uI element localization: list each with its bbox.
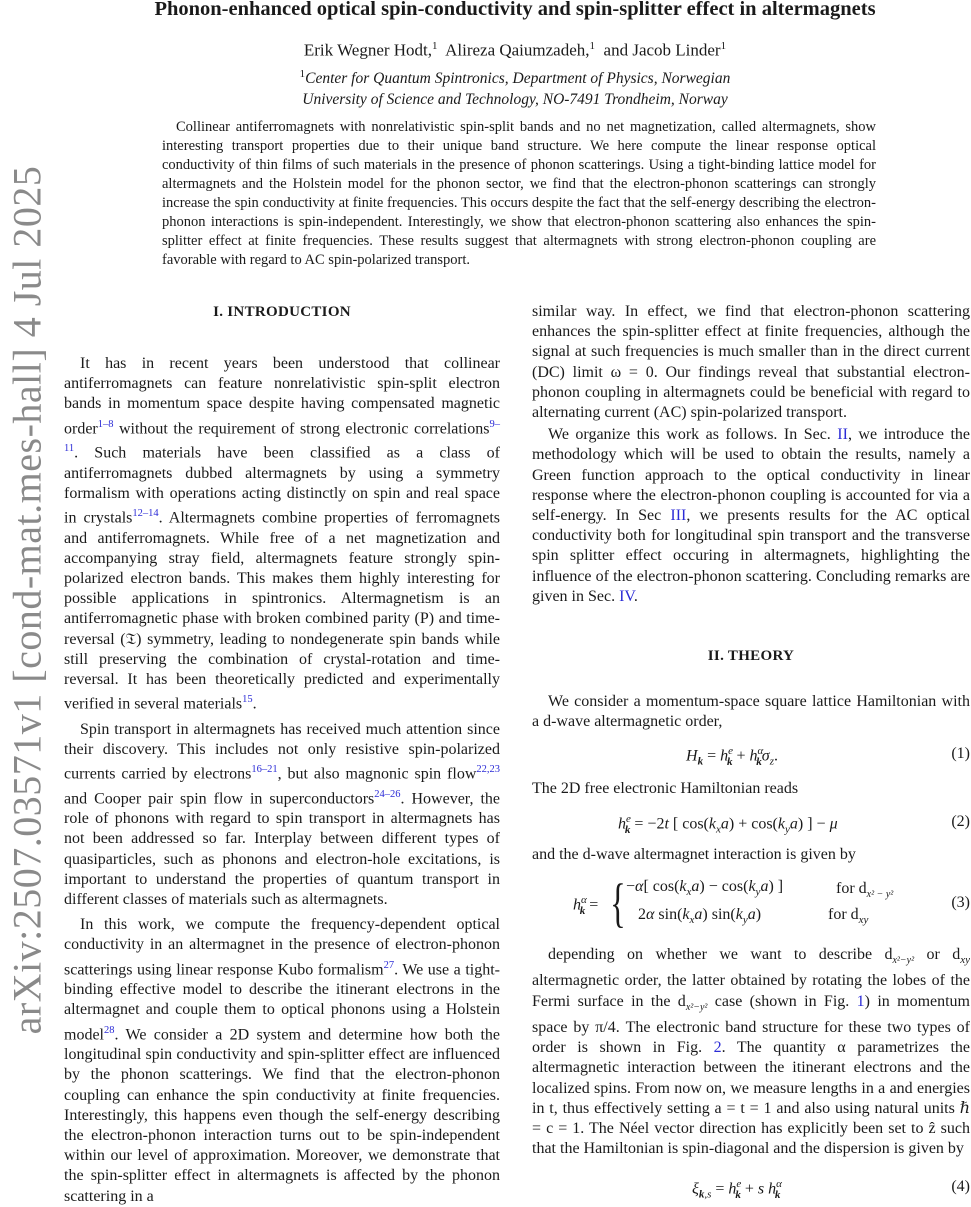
intro-paragraph-2: Spin transport in altermagnets has received much attention since their discovery. This includes not only resistive spin-polarized currents carried by electrons$^{16-21}$, but also magnonic spin flow$^{22,23}$ and Cooper pair spin flow in superconductors$^{24-26}$. However, the role of phonons with regard to spin transport in altermagnets has not been addressed so far. Interplay between different types of quasiparticles, such as phonons and electron-hole excitations, is important to understand the properties of quantum transport in different classes of materials such as altermagnets. [64, 720, 500, 909]
theory-text-2: The 2D free electronic Hamiltonian reads [532, 780, 799, 797]
theory-text-3: and the d-wave altermagnet interaction is given by [532, 846, 856, 863]
equation-1: $H_k = h^e_k + h^\alpha_k\sigma_z$. (1) [686, 745, 970, 768]
section-heading-introduction: I. INTRODUCTION [213, 304, 351, 320]
citation-link[interactable]: 16–21 [251, 764, 278, 776]
section-link-III[interactable]: III [670, 507, 687, 525]
intro-paragraph-3: In this work, we compute the frequency-dependent optical conductivity in an altermagnet in the presence of electron-phonon scatterings using linear response Kubo formalism$^{27}$. We use a tight-binding effective model to describe the itinerant electrons in the altermagnet and couple them to optical phonons using a Holstein model$^{28}$. We consider a 2D system and determine how both the longitudinal spin conductivity and spin-splitter effect are influenced by the phonon scatterings. We find that the electron-phonon coupling can enhance the spin conductivity at finite frequencies. Interestingly, this happens even though the self-energy describing the electron-phonon interaction turns out to be spin-independent within our level of approximation. Moreover, we demonstrate that the spin-splitter effect in altermagnets is affected by the phonon scattering in a [64, 916, 500, 1205]
section-link-IV[interactable]: IV [619, 587, 634, 605]
author-list: Erik Wegner Hodt,$^1$ Alireza Qaiumzadeh,$^1$ and Jacob Linder$^1$ [303, 40, 727, 60]
abstract: Collinear antiferromagnets with nonrelativistic spin-split bands and no net magnetization, called altermagnets, show interesting transport properties due to their unique band structure. We here compute the linear response optical conductivity of thin films of such materials in the presence of phonon scatterings. Using a tight-binding lattice model for altermagnets and the Holstein model for the phonon sector, we find that the electron-phonon scatterings can strongly increase the spin conductivity at finite frequencies. This occurs despite the fact that the self-energy describing the electron-phonon interactions is spin-independent. Interestingly, we show that electron-phonon scattering also enhances the spin-splitter effect at finite frequencies. These results suggest that altermagnets with strong electron-phonon coupling are favorable with regard to AC spin-polarized transport. [162, 119, 876, 268]
figure-link-1[interactable]: 1 [856, 992, 865, 1010]
section-link-II[interactable]: II [837, 426, 848, 444]
citation-link[interactable]: 9–11 [64, 418, 500, 455]
author-1: Erik Wegner Hodt, [303, 40, 433, 60]
case-brace: { [610, 873, 626, 933]
author-2: Alireza Qaiumzadeh, [445, 40, 590, 60]
citation-link[interactable]: 15 [242, 694, 253, 706]
citation-link[interactable]: 28 [104, 1024, 115, 1036]
author-3: and Jacob Linder [603, 40, 721, 60]
citation-link[interactable]: 22,23 [476, 764, 500, 776]
citation-link[interactable]: 27 [383, 959, 395, 971]
citation-link[interactable]: 1–8 [97, 418, 114, 430]
paper-title: Phonon-enhanced optical spin-conductivity and spin-splitter effect in altermagnets [154, 0, 876, 20]
introduction-body [64, 354, 500, 1207]
equation-2: $h^e_k = -2t$ [ $\cos(k_xa) + \cos(k_ya)$ ] − μ (2) [618, 813, 970, 836]
equation-4: $\xi_{k,s} = h^e_k + s$ $h^\alpha_k$ (4) [692, 1178, 970, 1201]
citation-link[interactable]: 12–14 [132, 508, 159, 520]
equation-3: $h^\alpha_k$ = { −α[ $\cos(k_xa) - \cos(k_ya)$ ] for $d_{x^2 - y^2}$ 2α $\sin(k_xa)$ $\sin(k_ya)$ for $d_{xy}$ (3) [573, 873, 970, 933]
section-heading-theory: II. THEORY [707, 648, 795, 664]
intro-paragraph-4: similar way. In effect, we find that electron-phonon scattering enhances the spin-splitter effect at finite frequencies, although the signal at such frequencies is much smaller than in the direct current (DC) limit ω = 0. Our findings reveal that substantial electron-phonon coupling in altermagnets could be beneficial with regard to alternating current (AC) spin-polarized transport. [532, 303, 970, 422]
right-column-intro-continued [532, 302, 970, 607]
theory-text-1: We consider a momentum-space square lattice Hamiltonian with a d-wave altermagnetic order, [532, 693, 970, 731]
citation-link[interactable]: 24–26 [374, 788, 401, 800]
intro-paragraph-1: It has in recent years been understood that collinear antiferromagnets can feature nonrelativistic spin-split electron bands in momentum space despite having compensated magnetic order$^{1-8}$ without the requirement of strong electronic correlations$^{9-11}$. Such materials have been classified as a class of antiferromagnets dubbed altermagnets by using a symmetry formalism with operations acting distinctly on spin and real space in crystals$^{12-14}$. Altermagnets combine properties of ferromagnets and antiferromagnets. While free of a net magnetization and accompanying stray field, altermagnets feature strongly spin-polarized electron bands. This makes them highly interesting for possible applications in spintronics. Altermagnetism is an antiferromagnetic phase with broken combined parity (P) and time-reversal (𝔗) symmetry, leading to nondegenerate spin bands while still preserving the combination of crystal-rotation and time-reversal. It has been theoretically predicted and experimentally verified in several materials$^{15}$. [64, 355, 500, 713]
theory-text-4: depending on whether we want to describe $d_{x^2-y^2}$ or $d_{xy}$ altermagnetic order, the latter obtained by rotating the lobes of the Fermi surface in the $d_{x^2-y^2}$ case (shown in Fig. 1) in momentum space by π/4. The electronic band structure for these two types of order is shown in Fig. 2. The quantity α parametrizes the altermagnetic interaction between the itinerant electrons and the localized spins. From now on, we measure lengths in a and energies in t, thus effectively setting a = t = 1 and also using natural units ℏ = c = 1. The Néel vector direction has explicitly been set to ẑ such that the Hamiltonian is spin-diagonal and the dispersion is given by [532, 946, 971, 1158]
arxiv-identifier: arXiv:2507.03571v1 [cond-mat.mes-hall] 4 Jul 2025 [4, 165, 50, 1035]
arxiv-sidebar [0, 0, 56, 1200]
affiliation: $^1$Center for Quantum Spintronics, Department of Physics, Norwegian University of Science and Technology, NO-7491 Trondheim, Norway [299, 68, 731, 109]
intro-paragraph-5: We organize this work as follows. In Sec. II, we introduce the methodology which will be used to obtain the results, namely a Green function approach to the optical conductivity in linear response where the electron-phonon coupling is accounted for via a self-energy. In Sec III, we presents results for the AC optical conductivity both for longitudinal spin transport and the transverse spin splitter effect occuring in altermagnets, highlighting the influence of the electron-phonon scattering. Concluding remarks are given in Sec. IV. [532, 426, 971, 605]
figure-link-2[interactable]: 2 [713, 1039, 722, 1057]
